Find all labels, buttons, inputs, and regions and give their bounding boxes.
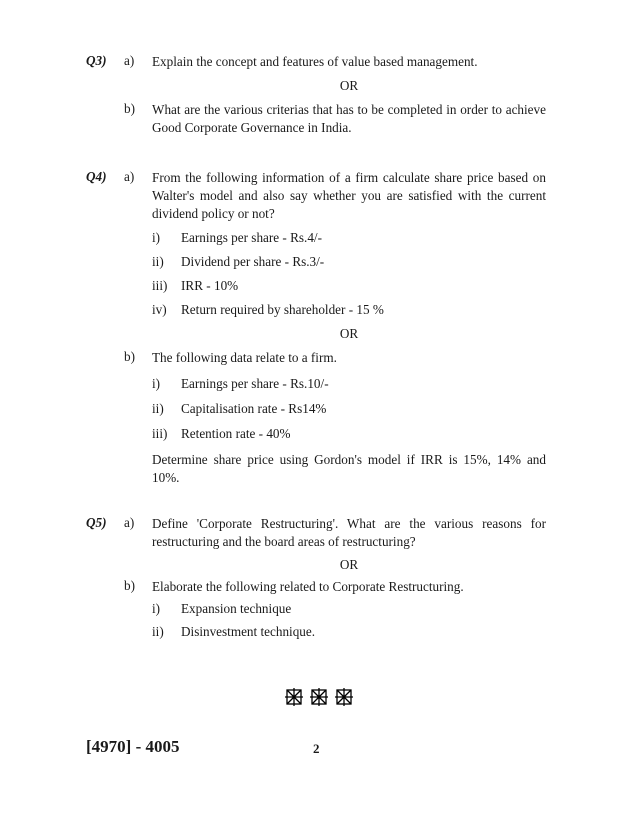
list-item-text: IRR - 10% (181, 278, 239, 293)
ornament-icon (284, 687, 354, 707)
question-text: The following data relate to a firm. (152, 350, 337, 365)
list-item-number: i) (152, 376, 161, 391)
part-label: b) (124, 578, 135, 593)
list-item-text: Expansion technique (181, 601, 292, 616)
question-text: Elaborate the following related to Corporate Restructuring. (152, 579, 464, 594)
question-number: Q3) (86, 53, 107, 68)
part-label: a) (124, 515, 135, 530)
list-item-text: Return required by shareholder - 15 % (181, 302, 384, 317)
question-text: From the following information of a firm calculate share price based on Walter's model and also say whether you are satisfied with the current dividend policy or not? (152, 170, 546, 221)
page-number: 2 (313, 741, 320, 756)
question-number: Q4) (86, 169, 107, 184)
list-item-number: ii) (152, 401, 164, 416)
or-separator: OR (339, 78, 359, 93)
question-text: Define 'Corporate Restructuring'. What are the various reasons for restructuring and the board areas of restructuring? (152, 516, 546, 549)
list-item-number: i) (152, 601, 161, 616)
part-label: b) (124, 349, 135, 364)
question-text: Determine share price using Gordon's model if IRR is 15%, 14% and 10%. (152, 452, 546, 485)
end-ornament-icon (0, 687, 638, 713)
list-item-text: Dividend per share - Rs.3/- (181, 254, 325, 269)
part-label: a) (124, 53, 135, 68)
question-text: Explain the concept and features of value based management. (152, 54, 478, 69)
question-text: What are the various criterias that has to be completed in order to achieve Good Corporate Governance in India. (152, 102, 546, 135)
or-separator: OR (339, 326, 359, 341)
question-number: Q5) (86, 515, 107, 530)
list-item-number: iii) (152, 278, 168, 293)
list-item-text: Disinvestment technique. (181, 624, 316, 639)
list-item-number: iii) (152, 426, 168, 441)
list-item-text: Retention rate - 40% (181, 426, 291, 441)
list-item-number: i) (152, 230, 161, 245)
or-separator: OR (339, 557, 359, 572)
list-item-text: Earnings per share - Rs.10/- (181, 376, 329, 391)
part-label: a) (124, 169, 135, 184)
list-item-number: ii) (152, 624, 164, 639)
part-label: b) (124, 101, 135, 116)
list-item-number: ii) (152, 254, 164, 269)
list-item-text: Earnings per share - Rs.4/- (181, 230, 322, 245)
list-item-text: Capitalisation rate - Rs14% (181, 401, 327, 416)
paper-code: [4970] - 4005 (86, 737, 180, 756)
list-item-number: iv) (152, 302, 167, 317)
